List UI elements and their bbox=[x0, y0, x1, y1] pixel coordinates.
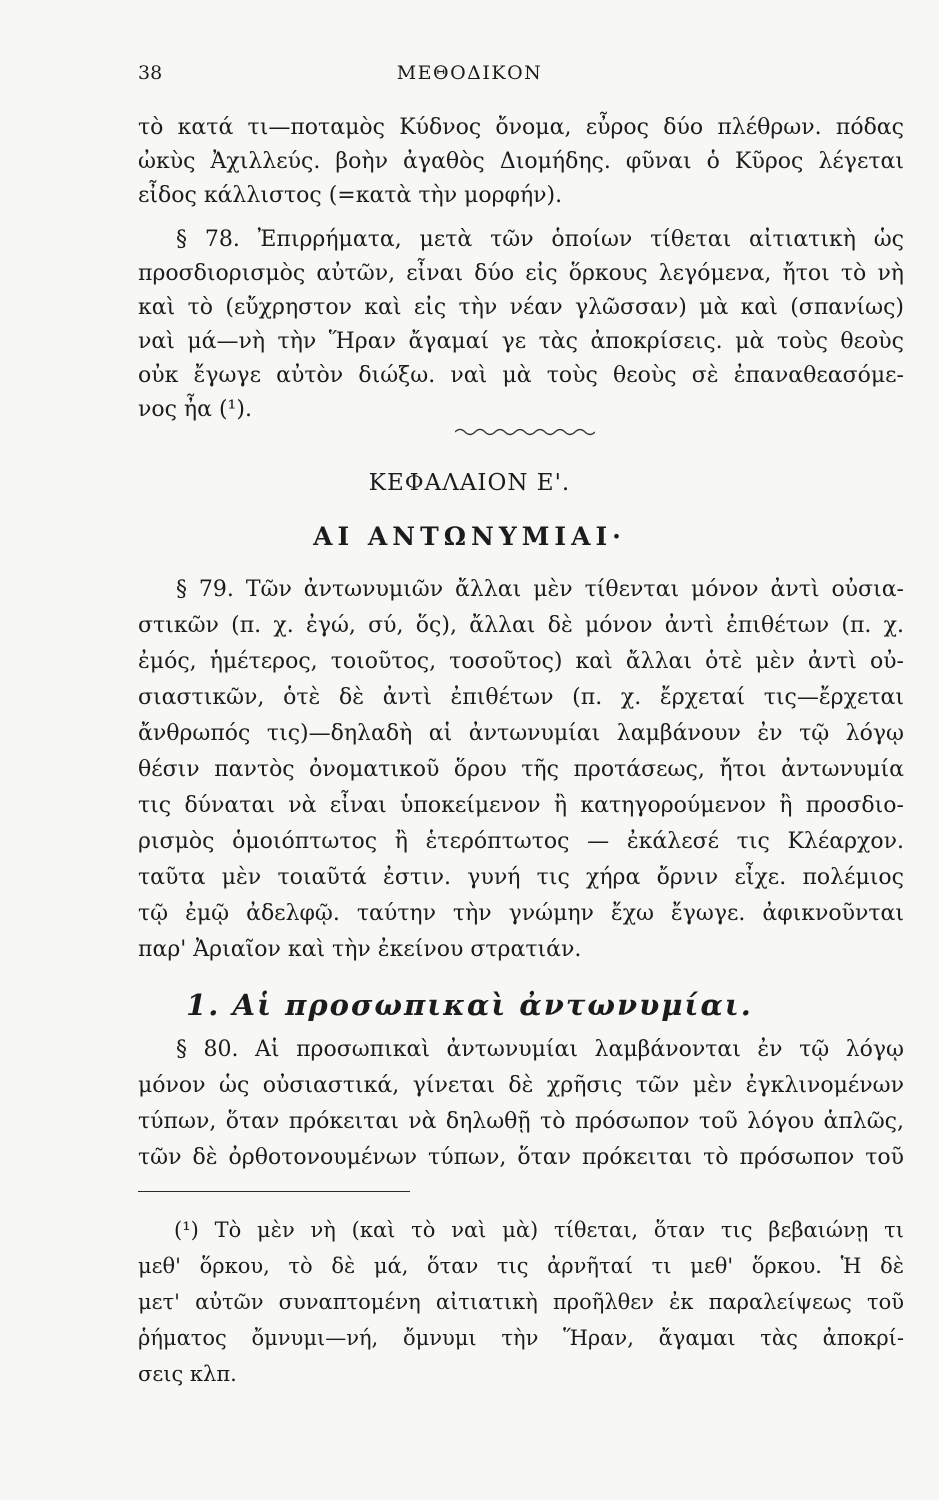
text-line: τις δύναται νὰ εἶναι ὑποκείμενον ἢ κατηγορούμενον ἢ προσδιο- bbox=[138, 793, 904, 818]
text-line: νος ἦα (¹). bbox=[138, 397, 252, 422]
text-line: τύπων, ὅταν πρόκειται νὰ δηλωθῇ τὸ πρόσωπον τοῦ λόγου ἁπλῶς, bbox=[138, 1109, 904, 1134]
text-line: § 79. Τῶν ἀντωνυμιῶν ἄλλαι μὲν τίθενται μόνον ἀντὶ οὐσια- bbox=[176, 577, 904, 602]
text-line: τῷ ἐμῷ ἀδελφῷ. ταύτην τὴν γνώμην ἔχω ἔγωγε. ἀφικνοῦνται bbox=[138, 901, 904, 926]
page-number: 38 bbox=[138, 62, 163, 84]
text-line: ὠκὺς Ἀχιλλεύς. βοὴν ἀγαθὸς Διομήδης. φῦναι ὁ Κῦρος λέγεται bbox=[138, 149, 904, 174]
text-line: ρισμὸς ὁμοιόπτωτος ἢ ἑτερόπτωτος — ἐκάλεσέ τις Κλέαρχον. bbox=[138, 829, 904, 854]
running-head bbox=[0, 62, 939, 92]
text-line: σιαστικῶν, ὁτὲ δὲ ἀντὶ ἐπιθέτων (π. χ. ἔρχεταί τις—ἔρχεται bbox=[138, 685, 904, 710]
wavy-divider-ornament bbox=[455, 427, 595, 437]
text-line: οὐκ ἔγωγε αὐτὸν διώξω. ναὶ μὰ τοὺς θεοὺς σὲ ἐπαναθεασόμε- bbox=[138, 363, 904, 388]
chapter-title: ΑΙ ΑΝΤΩΝΥΜΙΑΙ· bbox=[313, 522, 626, 551]
text-line: § 80. Αἱ προσωπικαὶ ἀντωνυμίαι λαμβάνονται ἐν τῷ λόγῳ bbox=[176, 1037, 904, 1062]
chapter-heading: ΚΕΦΑΛΑΙΟΝ Ε'. bbox=[368, 470, 571, 496]
text-line: εἶδος κάλλιστος (=κατὰ τὴν μορφήν). bbox=[138, 183, 563, 208]
text-line: ἐμός, ἡμέτερος, τοιοῦτος, τοσοῦτος) καὶ ἄλλαι ὁτὲ μὲν ἀντὶ οὐ- bbox=[138, 649, 904, 674]
section-heading: 1. Αἱ προσωπικαὶ ἀντωνυμίαι. bbox=[186, 988, 753, 1022]
footnote-line: σεις κλπ. bbox=[138, 1362, 237, 1386]
text-line: ταῦτα μὲν τοιαῦτά ἐστιν. γυνή τις χήρα ὄρνιν εἶχε. πολέμιος bbox=[138, 865, 904, 890]
text-line: ἄνθρωπός τις)—δηλαδὴ αἱ ἀντωνυμίαι λαμβάνουν ἐν τῷ λόγῳ bbox=[138, 721, 904, 746]
text-line: ναὶ μά—νὴ τὴν Ἥραν ἄγαμαί γε τὰς ἀποκρίσεις. μὰ τοὺς θεοὺς bbox=[138, 329, 904, 354]
running-title: ΜΕΘΟΔΙΚΟΝ bbox=[396, 62, 543, 84]
footnote-line: ῥήματος ὄμνυμι—νή, ὄμνυμι τὴν Ἥραν, ἄγαμαι τὰς ἀποκρί- bbox=[138, 1326, 904, 1350]
text-line: θέσιν παντὸς ὀνοματικοῦ ὅρου τῆς προτάσεως, ἤτοι ἀντωνυμία bbox=[138, 757, 904, 782]
text-line: στικῶν (π. χ. ἐγώ, σύ, ὅς), ἄλλαι δὲ μόνον ἀντὶ ἐπιθέτων (π. χ. bbox=[138, 613, 904, 638]
text-line: καὶ τὸ (εὔχρηστον καὶ εἰς τὴν νέαν γλῶσσαν) μὰ καὶ (σπανίως) bbox=[138, 295, 904, 320]
footnote-rule bbox=[138, 1191, 410, 1192]
text-line: τῶν δὲ ὀρθοτονουμένων τύπων, ὅταν πρόκειται τὸ πρόσωπον τοῦ bbox=[138, 1145, 904, 1170]
text-line: παρ' Ἀριαῖον καὶ τὴν ἐκείνου στρατιάν. bbox=[138, 937, 582, 962]
text-line: τὸ κατά τι—ποταμὸς Κύδνος ὄνομα, εὖρος δύο πλέθρων. πόδας bbox=[138, 115, 904, 140]
text-line: προσδιορισμὸς αὐτῶν, εἶναι δύο εἰς ὅρκους λεγόμενα, ἤτοι τὸ νὴ bbox=[138, 261, 904, 286]
text-line: μόνον ὡς οὐσιαστικά, γίνεται δὲ χρῆσις τῶν μὲν ἐγκλινομένων bbox=[138, 1073, 904, 1098]
text-line: § 78. Ἐπιρρήματα, μετὰ τῶν ὁποίων τίθεται αἰτιατικὴ ὡς bbox=[176, 227, 904, 252]
footnote-line: (¹) Τὸ μὲν νὴ (καὶ τὸ ναὶ μὰ) τίθεται, ὅταν τις βεβαιώνῃ τι bbox=[174, 1218, 904, 1242]
footnote-line: μεθ' ὅρκου, τὸ δὲ μά, ὅταν τις ἀρνῆταί τι μεθ' ὅρκου. Ἡ δὲ bbox=[138, 1254, 904, 1278]
footnote-line: μετ' αὐτῶν συναπτομένη αἰτιατικὴ προῆλθεν ἐκ παραλείψεως τοῦ bbox=[138, 1290, 904, 1314]
